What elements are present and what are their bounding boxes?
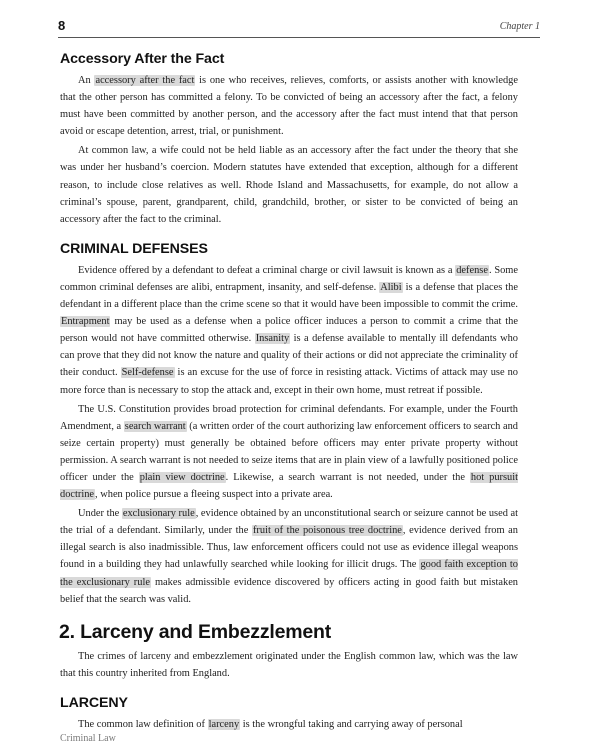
- text-run: The common law definition of: [78, 718, 208, 730]
- text-run: is the wrongful taking and carrying away of personal: [240, 718, 463, 730]
- highlighted-term: hot pursuit doctrine: [60, 471, 518, 501]
- highlighted-term: larceny: [208, 718, 240, 730]
- highlighted-term: plain view doctrine: [139, 471, 225, 483]
- highlighted-term: good faith exception to the exclusionary rule: [60, 559, 518, 588]
- heading-larceny-and-embezzlement: 2. Larceny and Embezzlement: [59, 620, 332, 643]
- heading-criminal-defenses: CRIMINAL DEFENSES: [60, 240, 208, 257]
- heading-larceny: LARCENY: [60, 694, 128, 711]
- footer-book-title: Criminal Law: [60, 733, 116, 744]
- text-run: may be used as a defense when a police officer induces a person to commit a crime that the person would not have committed otherwise.: [60, 316, 518, 345]
- highlighted-term: Self-defense: [121, 367, 174, 379]
- text-run: is a defense that places the defendant in a different place than the crime scene so that it would have been impossible to commit the crime.: [60, 281, 518, 311]
- text-run: Evidence offered by a defendant to defeat a criminal charge or civil lawsuit is known as a: [78, 264, 456, 276]
- paragraph: [60, 142, 518, 227]
- text-run: makes admissible evidence discovered by officers acting in good faith but mistaken belief that the search was valid.: [60, 576, 519, 605]
- highlighted-term: accessory after the fact: [95, 75, 195, 86]
- highlighted-term: Insanity: [255, 333, 290, 345]
- paragraph: [60, 262, 518, 399]
- page-number: 8: [58, 18, 66, 33]
- header-rule: [58, 37, 540, 38]
- text-run: is one who receives, relieves, comforts, or assists another with knowledge that the other person has committed a felony. To be convicted of being an accessory after the fact, a felony must have been committed by another person, and the accessory after the fact must intend that that person avoid or escape detention, arrest, trial, or punishment.: [60, 75, 518, 138]
- text-run: is a defense available to mentally ill defendants who can prove that they did not know the nature and quality of their actions or did not appreciate the criminality of their conduct.: [60, 333, 518, 379]
- paragraph: [60, 72, 518, 140]
- text-run: (a written order of the court authorizing law enforcement officers to search and seize certain property) must generally be obtained before officers may enter private property without permission. A search warrant is not needed to seize items that are in plain view of a lawfully positioned police officer under the: [60, 420, 518, 483]
- highlighted-term: Alibi: [380, 281, 402, 293]
- page-body: [60, 51, 518, 733]
- highlighted-term: defense: [456, 264, 488, 276]
- text-run: is an excuse for the use of force in resisting attack. Victims of attack may use no more force than is necessary to stop the attack and, except in their own home, must retreat if possible.: [60, 367, 518, 396]
- text-run: At common law, a wife could not be held liable as an accessory after the fact under the theory that she was under her husband’s coercion. Modern statutes have extended that exception, although for a different reason, to include close relatives as well. Rhode Island and Massachusetts, for example, do not allow a criminal’s spouse, parent, grandparent, child, grandchild, brother, or sister to be convicted of being an accessory after the fact to the criminal.: [60, 145, 518, 225]
- running-head: Chapter 1: [499, 21, 540, 32]
- paragraph: [60, 716, 518, 733]
- text-run: , evidence derived from an illegal search is also inadmissible. Thus, law enforcement officers could not use as evidence illegal weapons found in a building they had unlawfully searched while looking for illicit drugs. The: [60, 525, 518, 571]
- paragraph: [60, 648, 518, 682]
- heading-accessory-after-the-fact: Accessory After the Fact: [60, 51, 225, 67]
- paragraph: [60, 401, 518, 504]
- highlighted-term: exclusionary rule: [122, 508, 195, 520]
- text-run: An: [78, 75, 95, 86]
- text-run: , evidence obtained by an unconstitutional search or seizure cannot be used at the trial of a defendant. Similarly, under the: [60, 508, 518, 537]
- highlighted-term: Entrapment: [61, 316, 110, 328]
- text-run: Under the: [78, 508, 122, 520]
- text-run: . Some common criminal defenses are alibi, entrapment, insanity, and self-defense.: [60, 264, 518, 293]
- text-run: The U.S. Constitution provides broad protection for criminal defendants. For example, under the Fourth Amendment, a: [60, 403, 518, 432]
- text-run: . Likewise, a search warrant is not needed, under the: [225, 471, 470, 483]
- highlighted-term: fruit of the poisonous tree doctrine: [252, 525, 402, 537]
- highlighted-term: search warrant: [124, 420, 186, 432]
- paragraph: [60, 505, 518, 608]
- text-run: The crimes of larceny and embezzlement originated under the English common law, which was the law that this country inherited from England.: [60, 650, 518, 679]
- text-run: , when police pursue a fleeing suspect into a private area.: [95, 489, 333, 501]
